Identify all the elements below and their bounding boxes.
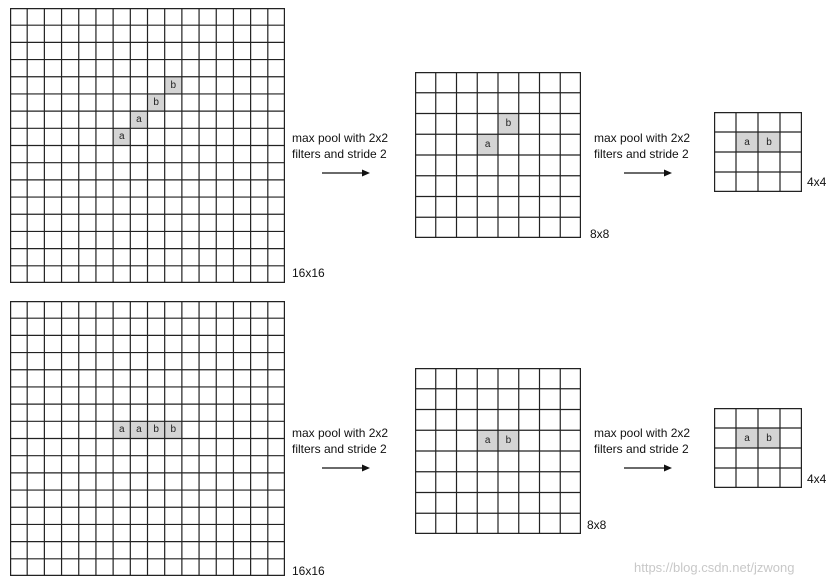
grid-16x16 <box>10 301 285 576</box>
highlighted-cell: a <box>736 132 758 152</box>
size-label: 8x8 <box>587 518 607 532</box>
pooling-operation-label: max pool with 2x2 filters and stride 2 <box>594 131 691 161</box>
grid-lines <box>415 72 581 238</box>
size-label: 4x4 <box>807 175 827 189</box>
grid-16x16 <box>10 8 285 283</box>
size-label: 8x8 <box>590 227 610 241</box>
arrow-icon <box>624 169 672 177</box>
grid-lines <box>415 368 581 534</box>
highlighted-cell: a <box>113 421 130 438</box>
highlighted-cell: a <box>477 430 498 451</box>
grid-lines <box>10 301 285 576</box>
highlighted-cell: b <box>148 421 165 438</box>
size-label: 4x4 <box>807 472 827 486</box>
highlighted-cell: a <box>736 428 758 448</box>
highlighted-cell: b <box>165 421 182 438</box>
highlighted-cell: b <box>148 94 165 111</box>
pooling-operation-label: max pool with 2x2 filters and stride 2 <box>594 426 691 456</box>
pooling-operation-label: max pool with 2x2 filters and stride 2 <box>292 426 389 456</box>
highlighted-cell: a <box>477 134 498 155</box>
highlighted-cell: b <box>498 114 519 135</box>
highlighted-cell: b <box>498 430 519 451</box>
grid-lines <box>714 112 802 192</box>
highlighted-cell: b <box>758 132 780 152</box>
arrow-icon <box>624 464 672 472</box>
highlighted-cell: a <box>130 111 147 128</box>
highlighted-cell: b <box>165 77 182 94</box>
highlighted-cell: a <box>130 421 147 438</box>
pooling-operation-label: max pool with 2x2 filters and stride 2 <box>292 131 389 161</box>
highlighted-cell: b <box>758 428 780 448</box>
arrow-icon <box>322 169 370 177</box>
size-label: 16x16 <box>292 564 325 578</box>
size-label: 16x16 <box>292 266 325 280</box>
grid-8x8 <box>415 368 581 534</box>
arrow-icon <box>322 464 370 472</box>
grid-lines <box>714 408 802 488</box>
grid-4x4 <box>714 408 802 488</box>
grid-8x8 <box>415 72 581 238</box>
watermark: https://blog.csdn.net/jzwong <box>634 560 795 575</box>
grid-4x4 <box>714 112 802 192</box>
highlighted-cell: a <box>113 128 130 145</box>
grid-lines <box>10 8 285 283</box>
